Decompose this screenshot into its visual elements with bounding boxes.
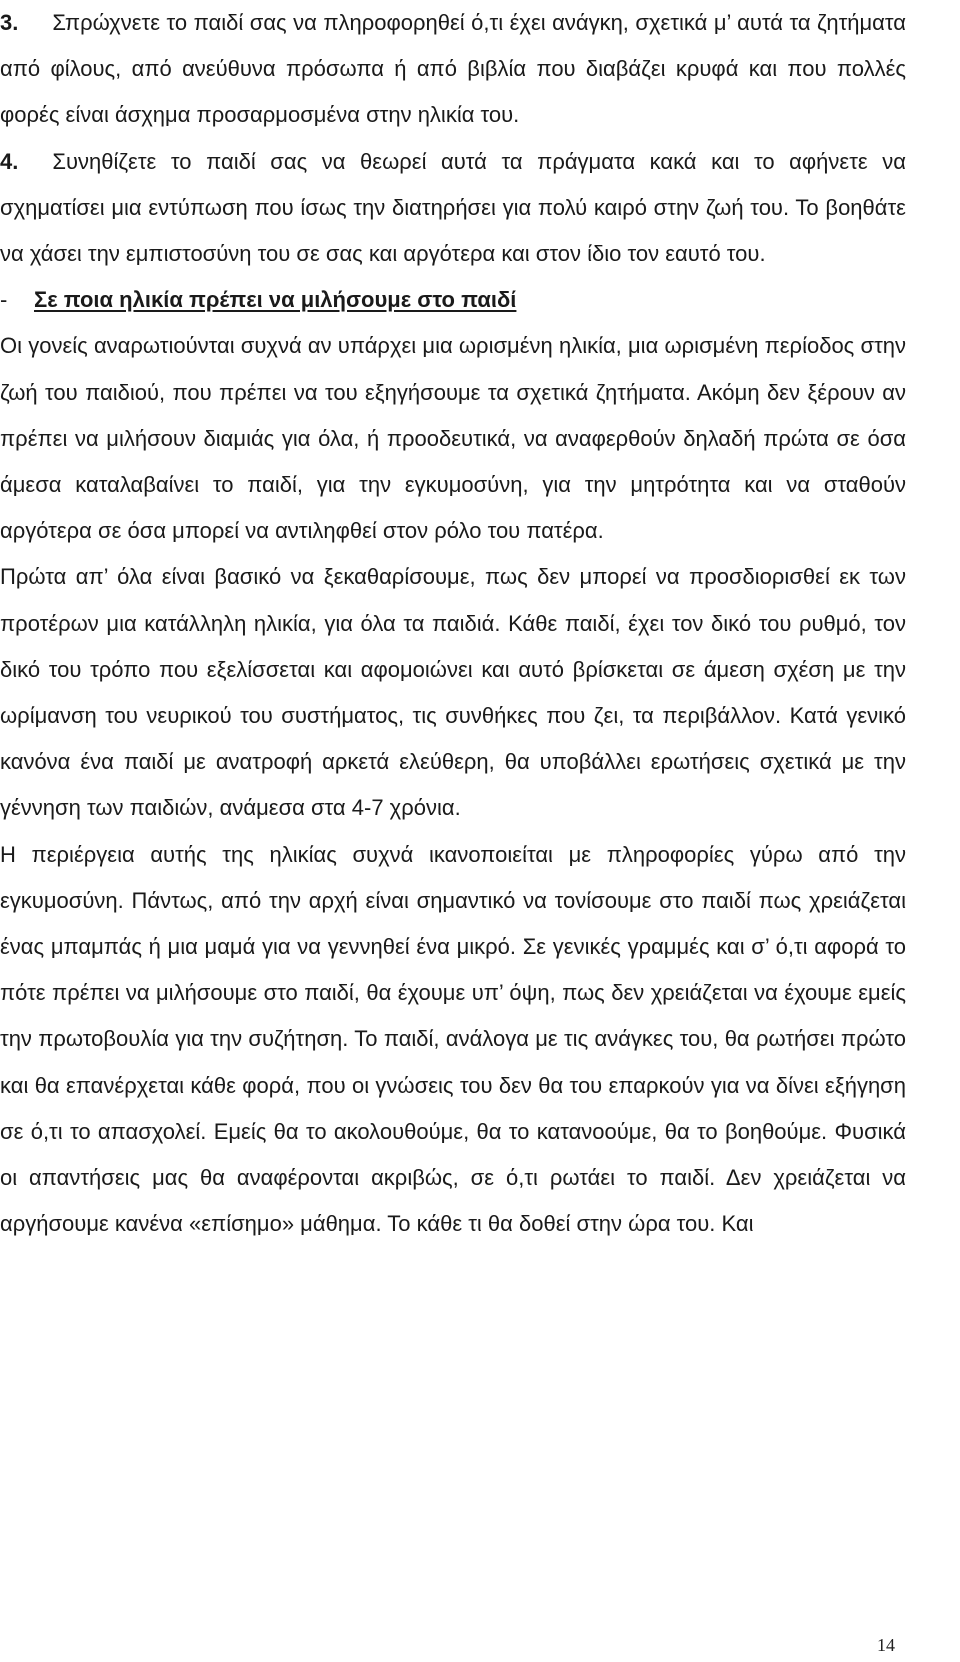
paragraph-1: Οι γονείς αναρωτιούνται συχνά αν υπάρχει μια ωρισμένη ηλικία, μια ωρισμένη περίοδος στην ζωή του παιδιού, που πρέπει να του εξηγήσουμε τα σχετικά ζητήματα. Ακόμη δεν ξέρουν αν πρέπει να μιλήσουν διαμιάς για όλα, ή προοδευτικά, να αναφερθούν δηλαδή πρώτα σε όσα άμεσα καταλαβαίνει το παιδί, για την εγκυμοσύνη, για την μητρότητα και να σταθούν αργότερα σε όσα μπορεί να αντιληφθεί στον ρόλο του πατέρα. [0, 333, 906, 544]
list-text-4: Συνηθίζετε το παιδί σας να θεωρεί αυτά τα πράγματα κακά και το αφήνετε να σχηματίσει μια εντύπωση που ίσως την διατηρήσει για πολύ καιρό στην ζωή του. Το βοηθάτε να χάσει την εμπιστοσύνη του σε σας και αργότερα και στον ίδιο τον εαυτό του. [0, 148, 906, 267]
list-item-4 [0, 139, 906, 278]
list-number-3: 3. [0, 10, 19, 35]
list-item-3 [0, 0, 906, 139]
section-heading [0, 277, 906, 323]
section-dash: - [0, 287, 8, 313]
paragraph-2: Πρώτα απ’ όλα είναι βασικό να ξεκαθαρίσουμε, πως δεν μπορεί να προσδιορισθεί εκ των προτέρων μια κατάλληλη ηλικία, για όλα τα παιδιά. Κάθε παιδί, έχει τον δικό του ρυθμό, τον δικό του τρόπο που εξελίσσεται και αφομοιώνει και αυτό βρίσκεται σε άμεση σχέση με την ωρίμανση του νευρικού του συστήματος, τις συνθήκες που ζει, τα περιβάλλον. Κατά γενικό κανόνα ένα παιδί με ανατροφή αρκετά ελεύθερη, θα υποβάλλει ερωτήσεις σχετικά με την γέννηση των παιδιών, ανάμεσα στα 4-7 χρόνια. [0, 564, 906, 821]
paragraph-3: Η περιέργεια αυτής της ηλικίας συχνά ικανοποιείται με πληροφορίες γύρω από την εγκυμοσύνη. Πάντως, από την αρχή είναι σημαντικό να τονίσουμε στο παιδί πως χρειάζεται ένας μπαμπάς ή μια μαμά για να γεννηθεί ένα μικρό. Σε γενικές γραμμές και σ’ ό,τι αφορά το πότε πρέπει να μιλήσουμε στο παιδί, θα έχουμε υπ’ όψη, πως δεν χρειάζεται να έχουμε εμείς την πρωτοβουλία για την συζήτηση. Το παιδί, ανάλογα με τις ανάγκες του, θα ρωτήσει πρώτο και θα επανέρχεται κάθε φορά, που οι γνώσεις του δεν θα του επαρκούν για να δίνει εξήγηση σε ό,τι το απασχολεί. Εμείς θα το ακολουθούμε, θα το κατανοούμε, θα το βοηθούμε. Φυσικά οι απαντήσεις μας θα αναφέρονται ακριβώς, σε ό,τι ρωτάει το παιδί. Δεν χρειάζεται να αργήσουμε κανένα «επίσημο» μάθημα. Το κάθε τι θα δοθεί στην ώρα του. Και [0, 841, 906, 1237]
list-text-3: Σπρώχνετε το παιδί σας να πληροφορηθεί ό,τι έχει ανάγκη, σχετικά μ’ αυτά τα ζητήματα από φίλους, από ανεύθυνα πρόσωπα ή από βιβλία που διαβάζει κρυφά και που πολλές φορές είναι άσχημα προσαρμοσμένα στην ηλικία του. [0, 10, 906, 128]
list-number-4: 4. [0, 148, 19, 174]
page-number: 14 [877, 1635, 895, 1655]
section-title: Σε ποια ηλικία πρέπει να μιλήσουμε στο παιδί [34, 287, 517, 313]
